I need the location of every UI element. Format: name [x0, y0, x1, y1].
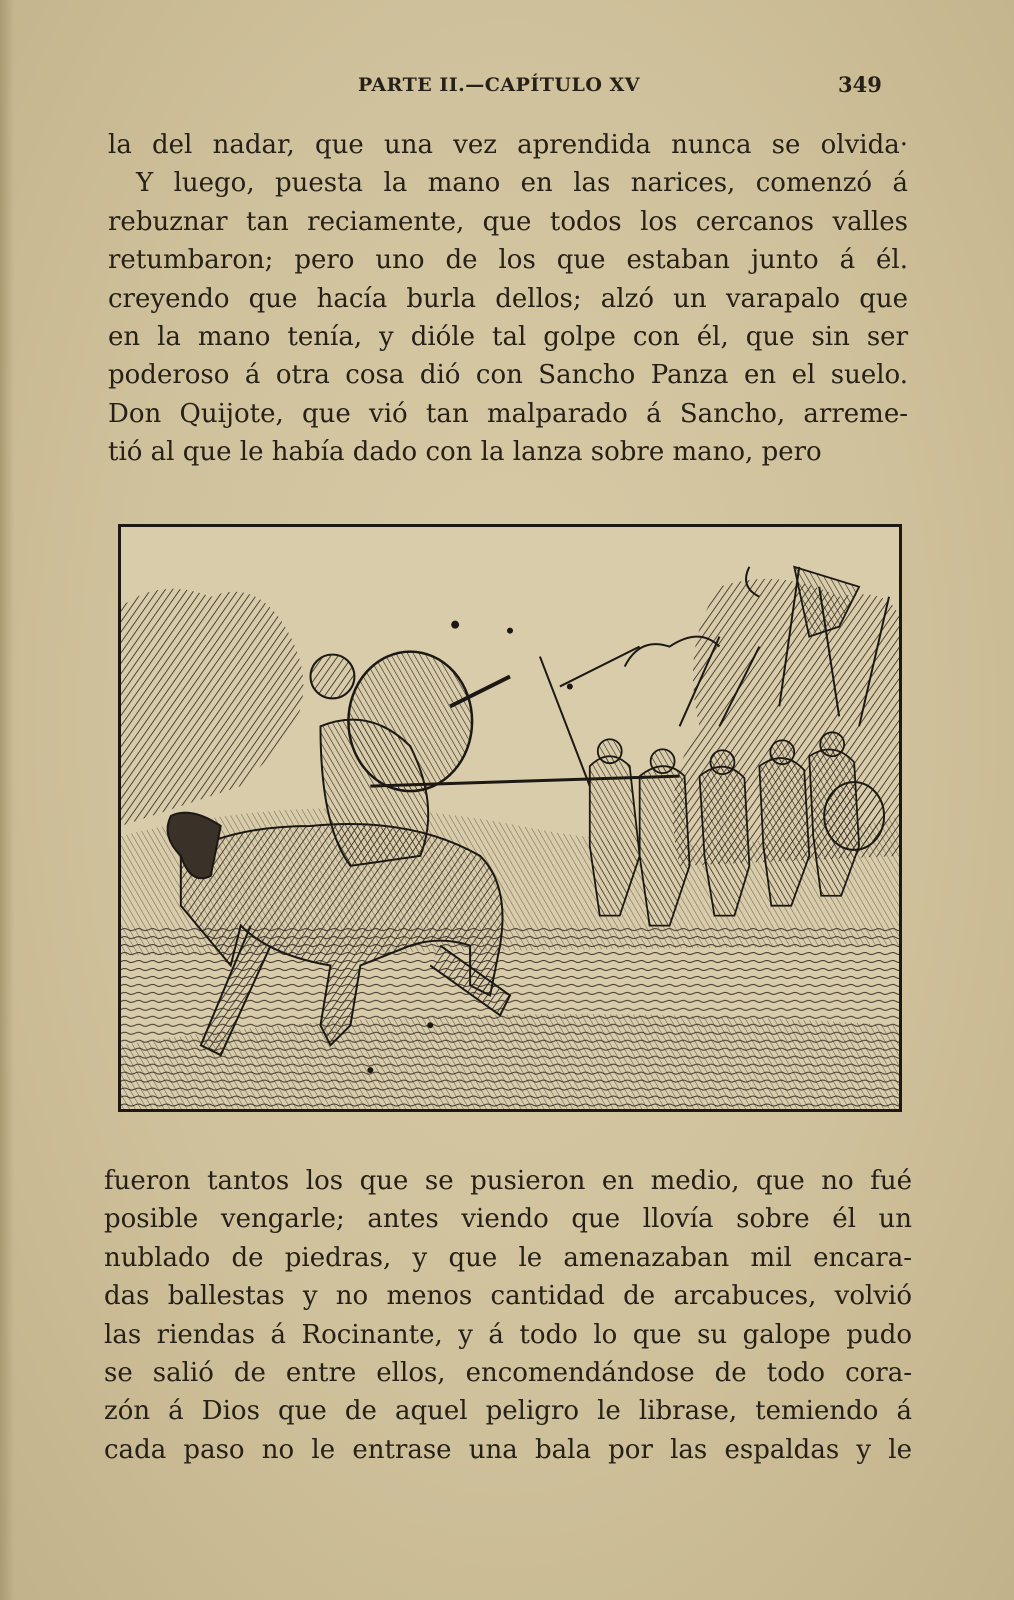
text-line: retumbaron; pero uno de los que estaban junto á él. — [108, 245, 908, 276]
text-line: nublado de piedras, y que le amenazaban mil encara- — [104, 1242, 912, 1273]
text-line: la del nadar, que una vez aprendida nunca se olvida· — [108, 130, 908, 160]
text-line: Don Quijote, que vió tan malparado á Sancho, arreme- — [108, 398, 908, 429]
body-text-top — [108, 126, 908, 472]
text-line: fueron tantos los que se pusieron en medio, que no fué — [104, 1166, 912, 1196]
text-line: se salió de entre ellos, encomendándose de todo cora- — [104, 1357, 912, 1388]
engraving-illustration — [118, 524, 902, 1112]
page-number: 349 — [838, 72, 882, 97]
text-line: creyendo que hacía burla dellos; alzó un varapalo que — [108, 283, 908, 314]
text-line: cada paso no le entrase una bala por las espaldas y le — [104, 1434, 912, 1465]
text-line: zón á Dios que de aquel peligro le librase, temiendo á — [104, 1396, 912, 1427]
page-edge-shadow — [0, 0, 14, 1600]
text-line: rebuznar tan reciamente, que todos los cercanos valles — [108, 206, 908, 237]
text-line: poderoso á otra cosa dió con Sancho Panza en el suelo. — [108, 360, 908, 391]
running-title: PARTE II.—CAPÍTULO XV — [358, 74, 640, 96]
text-line: das ballestas y no menos cantidad de arcabuces, volvió — [104, 1281, 912, 1312]
text-line: tió al que le había dado con la lanza sobre mano, pero — [108, 437, 822, 468]
body-text-bottom — [104, 1162, 912, 1469]
text-line: las riendas á Rocinante, y á todo lo que su galope pudo — [104, 1319, 912, 1350]
engraving-knight-charging-crowd-icon — [121, 527, 899, 1109]
text-line: posible vengarle; antes viendo que llovía sobre él un — [104, 1204, 912, 1235]
text-line: en la mano tenía, y dióle tal golpe con él, que sin ser — [108, 321, 908, 352]
running-head — [0, 68, 1014, 102]
text-line: Y luego, puesta la mano en las narices, comenzó á — [136, 168, 908, 199]
